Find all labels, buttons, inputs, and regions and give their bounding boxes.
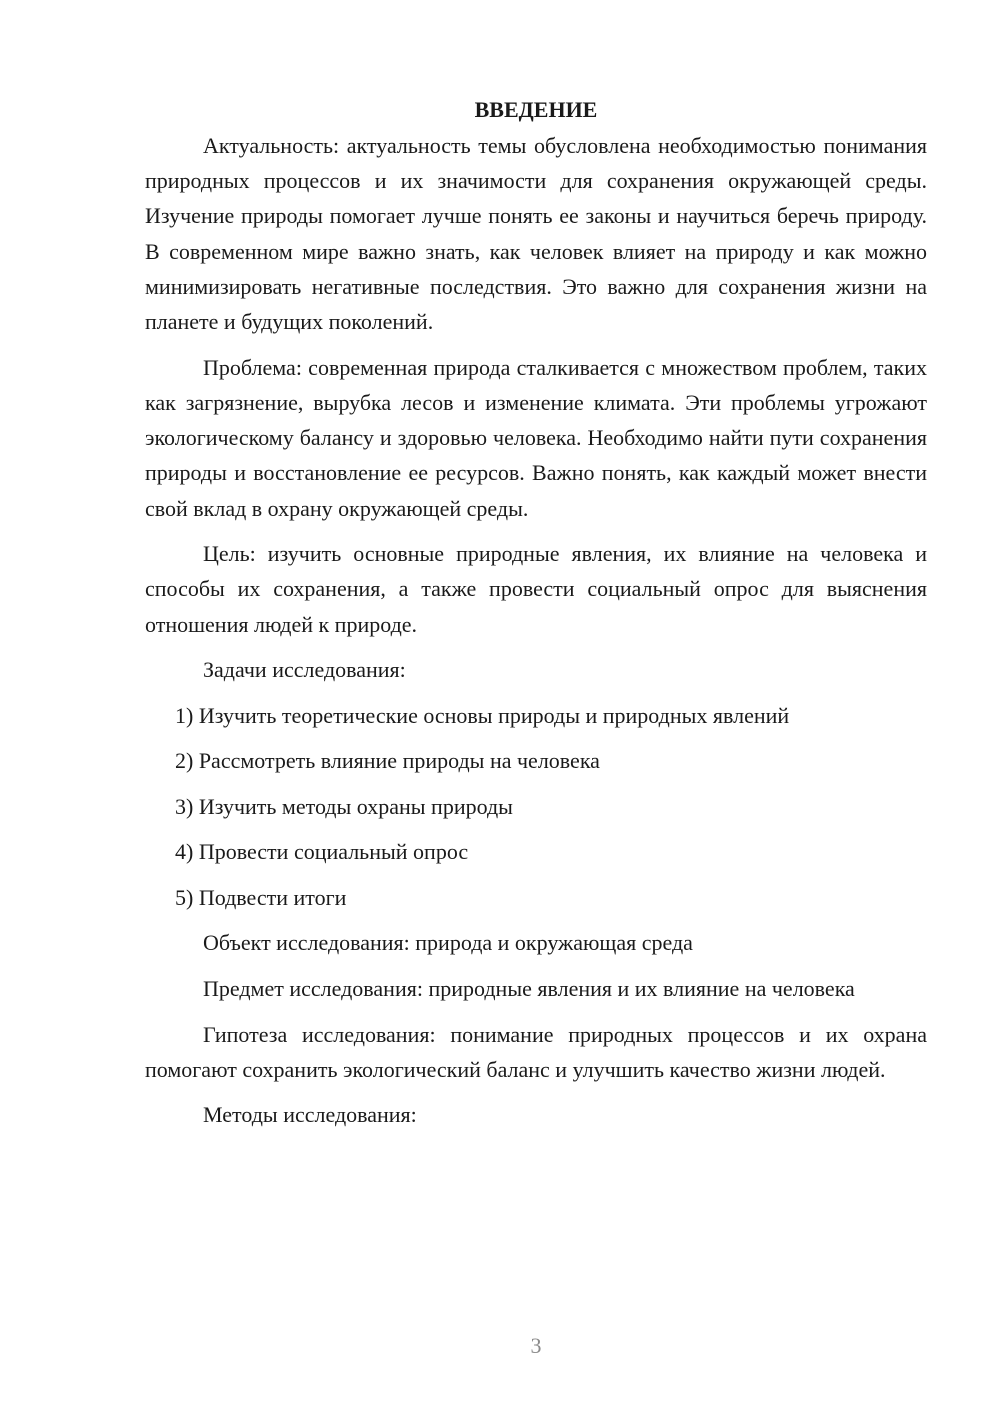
research-subject: Предмет исследования: природные явления и их влияние на человека [203, 975, 855, 1001]
tasks-list [145, 698, 927, 915]
section-title: ВВЕДЕНИЕ [474, 97, 598, 122]
list-item: 5) Подвести итоги [175, 884, 347, 910]
research-object: Объект исследования: природа и окружающая среда [203, 930, 693, 956]
research-hypothesis: Гипотеза исследования: понимание природных процессов и их охрана помогают сохранить экологический баланс и улучшить качество жизни людей. [145, 1021, 927, 1082]
problem-paragraph: Проблема: современная природа сталкивается с множеством проблем, таких как загрязнение, вырубка лесов и изменение климата. Эти проблемы угрожают экологическому балансу и здоровью человека. Необходимо найти пути сохранения природы и восстановление ее ресурсов. Важно понять, как каждый может внести свой вклад в охрану окружающей среды. [145, 354, 927, 521]
page-number: 3 [530, 1333, 542, 1358]
tasks-heading: Задачи исследования: [203, 657, 406, 683]
document-body [145, 92, 927, 1143]
methods-heading: Методы исследования: [203, 1102, 417, 1128]
list-item: 3) Изучить методы охраны природы [175, 793, 513, 819]
list-item: 4) Провести социальный опрос [175, 839, 469, 865]
list-item: 1) Изучить теоретические основы природы и природных явлений [175, 702, 790, 728]
goal-paragraph: Цель: изучить основные природные явления, их влияние на человека и способы их сохранения, а также провести социальный опрос для выяснения отношения людей к природе. [145, 541, 927, 637]
list-item: 2) Рассмотреть влияние природы на человека [175, 748, 600, 774]
relevance-paragraph: Актуальность: актуальность темы обусловлена необходимостью понимания природных процессов и их значимости для сохранения окружающей среды. Изучение природы помогает лучше понять ее законы и научиться беречь природу. В современном мире важно знать, как человек влияет на природу и как можно минимизировать негативные последствия. Это важно для сохранения жизни на планете и будущих поколений. [145, 133, 927, 335]
